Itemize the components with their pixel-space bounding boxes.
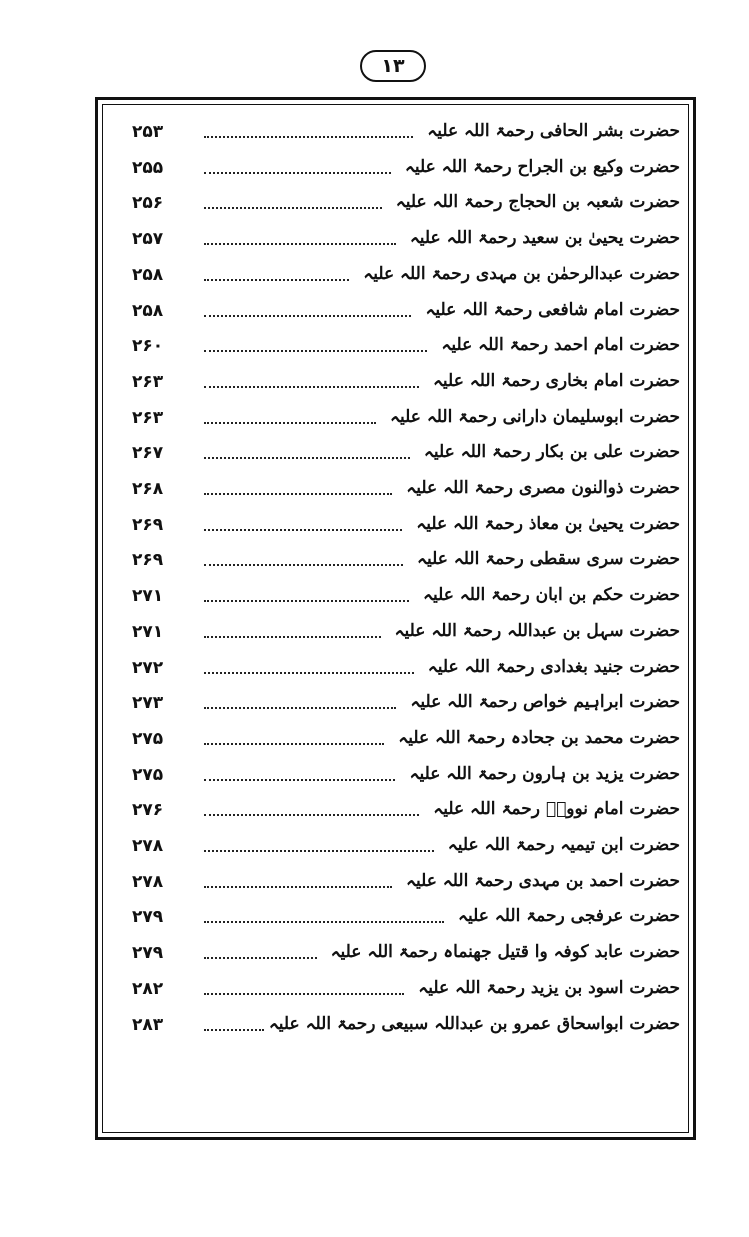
dot-leader: [204, 457, 410, 459]
toc-entry: [132, 792, 680, 828]
dot-leader: [204, 779, 395, 781]
toc-entry-page-number: ۲۷۸: [132, 836, 164, 856]
toc-entry: [132, 293, 680, 329]
toc-entry-page-number: ۲۶۸: [132, 479, 164, 499]
toc-entry-page-number: ۲۸۳: [132, 1014, 164, 1035]
toc-entry-page-number: ۲۷۲: [132, 657, 164, 678]
toc-entry-page-number: ۲۷۵: [132, 764, 164, 785]
toc-entry-page-number: ۲۷۸: [132, 871, 164, 892]
toc-entry: [132, 150, 680, 186]
dot-leader: [204, 243, 396, 245]
toc-entry: [132, 257, 680, 293]
toc-entry-page-number: ۲۷۳: [132, 693, 164, 714]
toc-entry-page-number: ۲۷۹: [132, 907, 164, 928]
toc-entry: [132, 828, 680, 864]
toc-entry-title: حضرت امام شافعی رحمۃ اللہ علیہ: [425, 299, 680, 320]
toc-entry: [132, 114, 680, 150]
toc-entry-page-number: ۲۵۸: [132, 264, 164, 285]
toc-entry-title: حضرت عرفجی رحمۃ اللہ علیہ: [458, 906, 680, 927]
toc-entry-title: حضرت عبدالرحمٰن بن مہدی رحمۃ اللہ علیہ: [363, 263, 680, 284]
toc-entry: [132, 864, 680, 900]
toc-entry: [132, 400, 680, 436]
toc-entry-title: حضرت امام احمد رحمۃ اللہ علیہ: [441, 335, 680, 356]
toc-entry-title: حضرت محمد بن جحادہ رحمۃ اللہ علیہ: [398, 727, 680, 748]
toc-entry-title: حضرت حکم بن ابان رحمۃ اللہ علیہ: [422, 585, 680, 606]
toc-entry: [132, 328, 680, 364]
toc-entry-title: حضرت ذوالنون مصری رحمۃ اللہ علیہ: [406, 478, 680, 498]
dot-leader: [204, 279, 349, 281]
toc-entry-title: حضرت سہل بن عبداللہ رحمۃ اللہ علیہ: [394, 620, 680, 641]
dot-leader: [204, 207, 382, 209]
toc-entry-title: حضرت یحییٰ بن معاذ رحمۃ اللہ علیہ: [416, 513, 680, 534]
toc-entry: [132, 721, 680, 757]
toc-entry-title: حضرت علی بن بکار رحمۃ اللہ علیہ: [423, 442, 680, 463]
toc-entry-title: حضرت بشر الحافی رحمۃ اللہ علیہ: [427, 121, 680, 141]
toc-entry-page-number: ۲۶۳: [132, 371, 164, 392]
dot-leader: [204, 636, 381, 638]
toc-entry-title: حضرت عابد کوفہ وا قتیل جھنماہ رحمۃ اللہ علیہ: [330, 942, 680, 963]
toc-entry-page-number: ۲۷۱: [132, 621, 164, 642]
toc-entry-title: حضرت اسود بن یزید رحمۃ اللہ علیہ: [418, 977, 680, 998]
dot-leader: [204, 529, 402, 531]
toc-entry-title: حضرت احمد بن مہدی رحمۃ اللہ علیہ: [406, 870, 680, 891]
toc-entry-title: حضرت ابواسحاق عمرو بن عبداللہ سبیعی رحمۃ اللہ علیہ: [268, 1013, 680, 1034]
dot-leader: [204, 386, 419, 388]
toc-entry-title: حضرت ابراہیم خواص رحمۃ اللہ علیہ: [410, 692, 680, 713]
dot-leader: [204, 921, 444, 923]
toc-entry: [132, 542, 680, 578]
dot-leader: [204, 1029, 264, 1031]
toc-entry-title: حضرت ابوسلیمان دارانی رحمۃ اللہ علیہ: [390, 406, 680, 427]
toc-entry: [132, 471, 680, 507]
dot-leader: [204, 707, 396, 709]
toc-entry-page-number: ۲۵۷: [132, 229, 164, 250]
dot-leader: [204, 422, 376, 424]
dot-leader: [204, 172, 391, 174]
toc-entry-page-number: ۲۵۵: [132, 157, 164, 178]
toc-entry: [132, 578, 680, 614]
toc-entry-title: حضرت شعبہ بن الحجاج رحمۃ اللہ علیہ: [395, 192, 680, 213]
toc-entry-page-number: ۲۵۳: [132, 122, 164, 142]
toc-entry-page-number: ۲۸۲: [132, 978, 164, 999]
toc-entry: [132, 757, 680, 793]
dot-leader: [204, 886, 392, 888]
dot-leader: [204, 564, 403, 566]
toc-entry: [132, 507, 680, 543]
toc-entry-page-number: ۲۶۰: [132, 336, 164, 357]
toc-entry: [132, 364, 680, 400]
toc-entry: [132, 685, 680, 721]
toc-entry-page-number: ۲۷۱: [132, 586, 164, 607]
dot-leader: [204, 315, 411, 317]
toc-entry: [132, 971, 680, 1007]
toc-entry-page-number: ۲۶۹: [132, 550, 164, 571]
toc-entry-title: حضرت جنید بغدادی رحمۃ اللہ علیہ: [427, 656, 680, 677]
dot-leader: [204, 957, 317, 959]
toc-entry-title: حضرت ابن تیمیہ رحمۃ اللہ علیہ: [447, 835, 680, 855]
toc-entry-title: حضرت یزید بن ہارون رحمۃ اللہ علیہ: [409, 763, 680, 784]
dot-leader: [204, 136, 413, 138]
toc-entry-page-number: ۲۷۵: [132, 728, 164, 749]
toc-entry-page-number: ۲۶۷: [132, 443, 164, 464]
toc-entry: [132, 899, 680, 935]
toc-entry: [132, 1007, 680, 1043]
dot-leader: [204, 350, 427, 352]
toc-entry-title: حضرت امام بخاری رحمۃ اللہ علیہ: [432, 370, 680, 391]
toc-entry-title: حضرت وکیع بن الجراح رحمۃ اللہ علیہ: [404, 156, 680, 177]
toc-entry-page-number: ۲۶۳: [132, 407, 164, 428]
dot-leader: [204, 743, 384, 745]
toc-entry-title: حضرت یحییٰ بن سعید رحمۃ اللہ علیہ: [409, 228, 680, 249]
toc-entry: [132, 935, 680, 971]
toc-entry-page-number: ۲۷۶: [132, 800, 164, 821]
dot-leader: [204, 993, 404, 995]
toc-entry: [132, 185, 680, 221]
toc-entry-page-number: ۲۷۹: [132, 943, 164, 964]
dot-leader: [204, 493, 392, 495]
toc-entry: [132, 435, 680, 471]
dot-leader: [204, 672, 414, 674]
toc-entry-page-number: ۲۵۸: [132, 300, 164, 321]
toc-entry: [132, 221, 680, 257]
dot-leader: [204, 814, 419, 816]
dot-leader: [204, 600, 409, 602]
toc-entry-title: حضرت سری سقطی رحمۃ اللہ علیہ: [417, 549, 680, 570]
toc-entry-page-number: ۲۶۹: [132, 514, 164, 535]
toc-entry-title: حضرت امام نوویؒ رحمۃ اللہ علیہ: [433, 799, 680, 820]
toc-entry: [132, 614, 680, 650]
toc-entry: [132, 650, 680, 686]
dot-leader: [204, 850, 434, 852]
toc-entry-page-number: ۲۵۶: [132, 193, 164, 214]
page-number-text: ١٣: [381, 54, 405, 77]
